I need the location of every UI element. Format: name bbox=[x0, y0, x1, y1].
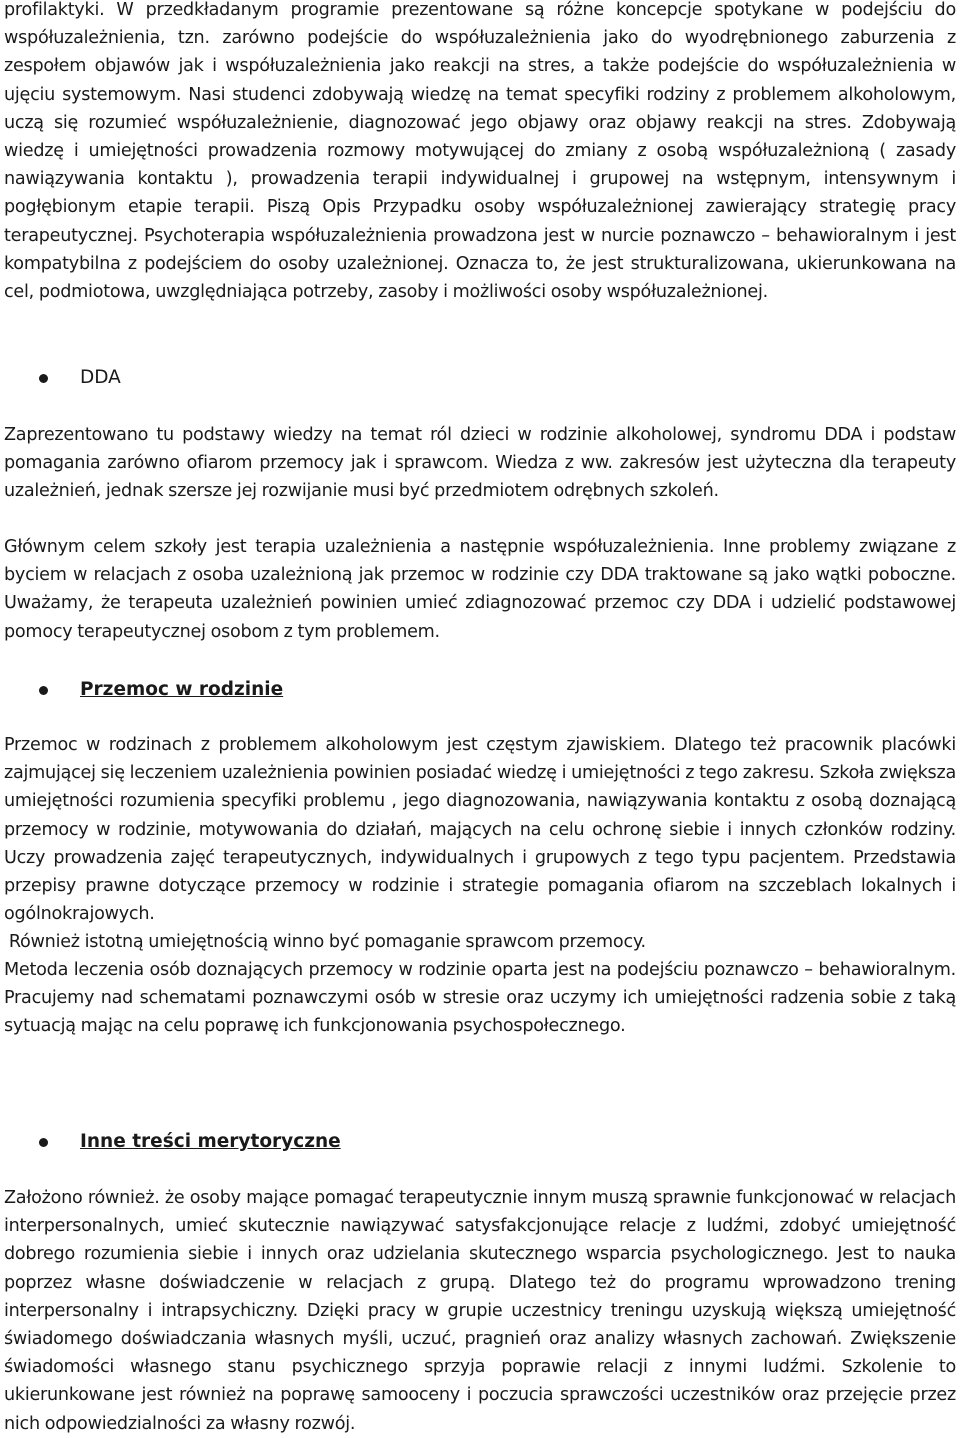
bullet-icon bbox=[39, 374, 48, 383]
przemoc-paragraph-2: Również istotną umiejętnością winno być pomaganie sprawcom przemocy. bbox=[4, 932, 646, 952]
intro-paragraph: profilaktyki. W przedkładanym programie prezentowane są różne koncepcje spotykane w podejściu do współuzależnienia, tzn. zarówno podejście do współuzależnienia jako do wyodrębnionego zaburzenia z zespołem objawów jak i współuzależnienia jako reakcji na stres, a także podejście do współuzależnienia w ujęciu systemowym. Nasi studenci zdobywają wiedzę na temat specyfiki rodziny z problemem alkoholowym, uczą się rozumieć współuzależnienie, diagnozować jego objawy oraz objawy reakcji na stres. Zdobywają wiedzę i umiejętności prowadzenia rozmowy motywującej do zmiany z osobą współuzależnioną ( zasady nawiązywania kontaktu ), prowadzenia terapii indywidualnej i grupowej na wstępnym, intensywnym i pogłębionym etapie terapii. Piszą Opis Przypadku osoby współuzależnionej zawierający strategię pracy terapeutycznej. Psychoterapia współuzależnienia prowadzona jest w nurcie poznawczo – behawioralnym i jest kompatybilna z podejściem do osoby uzależnionej. Oznacza to, że jest strukturalizowana, ukierunkowana na cel, podmiotowa, uwzględniająca potrzeby, zasoby i możliwości osoby współuzależnionej. bbox=[4, 0, 956, 303]
inne-paragraph-1: Założono również. że osoby mające pomagać terapeutycznie innym muszą sprawnie funkcjonować w relacjach interpersonalnych, umieć skutecznie nawiązywać satysfakcjonujące relacje z ludźmi, zdobyć umiejętność dobrego rozumienia siebie i innych oraz udzielania skutecznego wsparcia psychologicznego. Jest to nauka poprzez własne doświadczenie w relacjach z grupą. Dlatego też do programu wprowadzono trening interpersonalny i intrapsychiczny. Dzięki pracy w grupie uczestnicy treningu uzyskują większą umiejętność świadomego doświadczania własnych myśli, uczuć, pragnień oraz analizy własnych zachowań. Zwiększenie świadomości własnego stanu psychicznego sprzyja poprawie relacji z innymi ludźmi. Szkolenie to ukierunkowane jest również na poprawę samooceny i poczucia sprawczości uczestników oraz przejęcie przez nich odpowiedzialności za własny rozwój. bbox=[4, 1188, 956, 1434]
bullet-icon bbox=[39, 686, 48, 695]
section-heading-inne bbox=[0, 1128, 960, 1156]
section-heading-dda bbox=[0, 364, 960, 392]
przemoc-paragraph-3: Metoda leczenia osób doznających przemocy w rodzinie oparta jest na podejściu poznawczo – behawioralnym. Pracujemy nad schematami poznawczymi osób w stresie oraz uczymy ich umiejętności radzenia sobie z taką sytuacją mając na celu poprawę ich funkcjonowania psychospołecznego. bbox=[4, 960, 956, 1037]
dda-paragraph-2: Głównym celem szkoły jest terapia uzależnienia a następnie współuzależnienia. Inne problemy związane z byciem w relacjach z osoba uzależnioną jak przemoc w rodzinie czy DDA traktowane są jako wątki poboczne. Uważamy, że terapeuta uzależnień powinien umieć zdiagnozować przemoc czy DDA i udzielić podstawowej pomocy terapeutycznej osobom z tym problemem. bbox=[4, 537, 956, 642]
dda-paragraph-1: Zaprezentowano tu podstawy wiedzy na temat ról dzieci w rodzinie alkoholowej, syndromu DDA i podstaw pomagania zarówno ofiarom przemocy jak i sprawcom. Wiedza z ww. zakresów jest użyteczna dla terapeuty uzależnień, jednak szersze jej rozwijanie musi być przedmiotem odrębnych szkoleń. bbox=[4, 425, 956, 502]
section-heading-label: DDA bbox=[80, 367, 121, 388]
przemoc-paragraph-1: Przemoc w rodzinach z problemem alkoholowym jest częstym zjawiskiem. Dlatego też pracownik placówki zajmującej się leczeniem uzależnienia powinien posiadać wiedzę i umiejętności z tego zakresu. Szkoła zwiększa umiejętności rozumienia specyfiki problemu , jego diagnozowania, nawiązywania kontaktu z osobą doznającą przemocy w rodzinie, motywowania do działań, mających na celu ochronę siebie i innych członków rodziny. Uczy prowadzenia zajęć terapeutycznych, indywidualnych i grupowych z tego typu pacjentem. Przedstawia przepisy prawne dotyczące przemocy w rodzinie i strategie pomagania ofiarom na szczeblach lokalnych i ogólnokrajowych. bbox=[4, 735, 956, 925]
section-heading-przemoc bbox=[0, 676, 960, 704]
section-heading-label: Przemoc w rodzinie bbox=[80, 679, 284, 700]
bullet-icon bbox=[39, 1138, 48, 1147]
section-heading-label: Inne treści merytoryczne bbox=[80, 1131, 341, 1152]
